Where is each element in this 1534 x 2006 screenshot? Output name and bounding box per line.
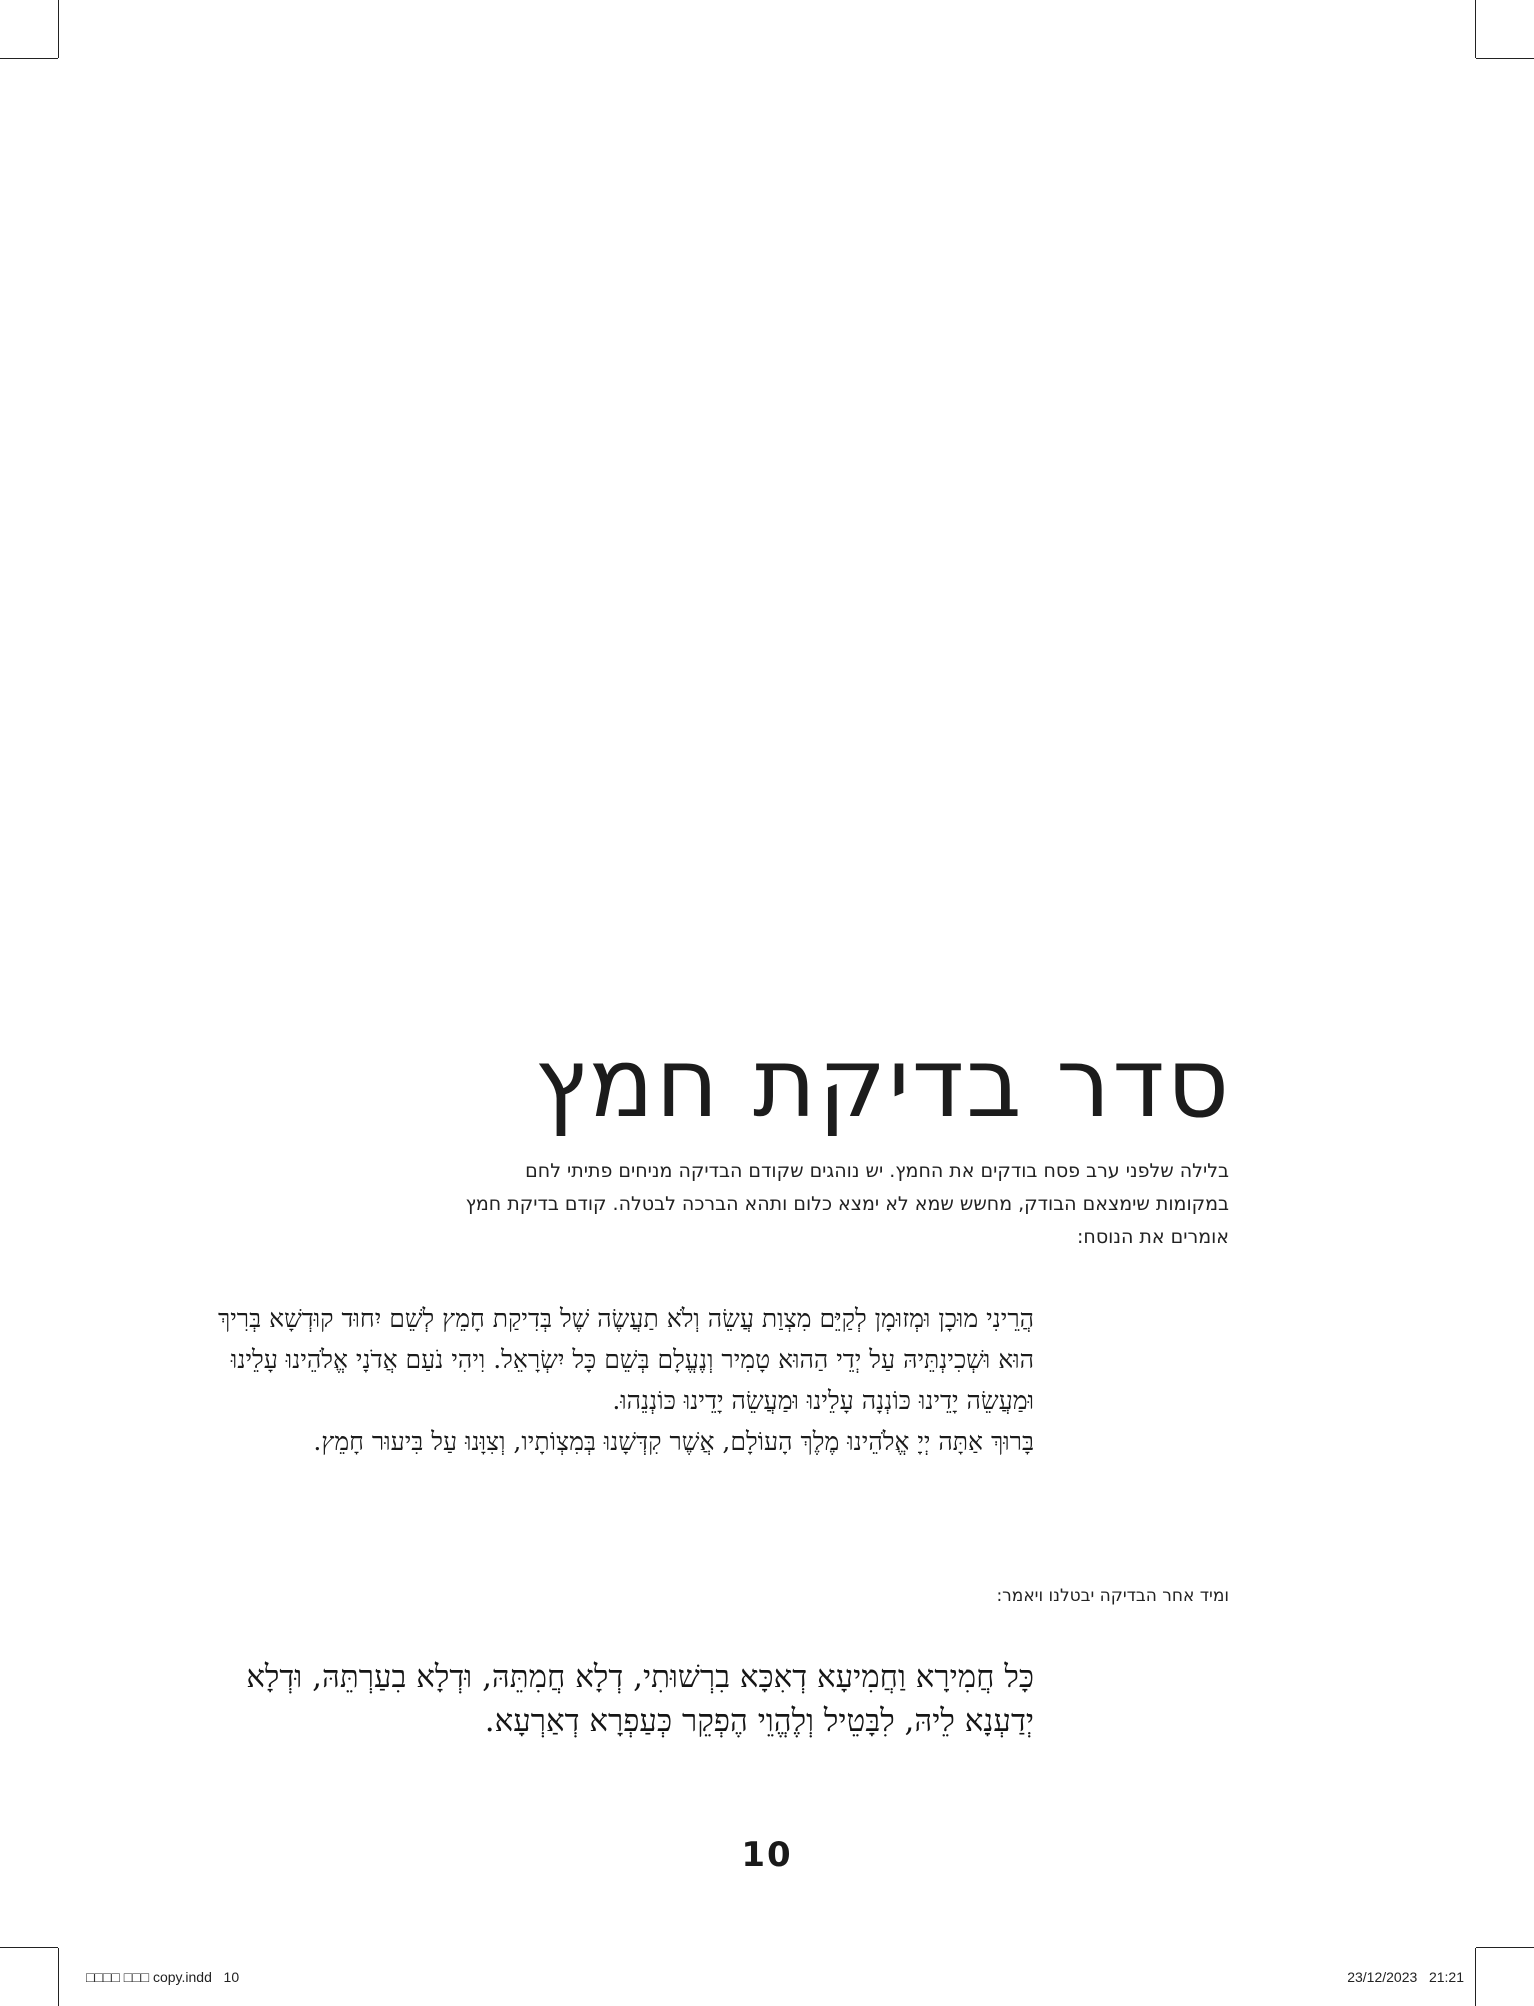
intro-paragraph: בלילה שלפני ערב פסח בודקים את החמץ. יש נוהגים שקודם הבדיקה מניחים פתיתי לחם במקומות שימצאם הבודק, מחשש שמא לא ימצא כלום ותהא הברכה לבטלה. קודם בדיקת חמץ אומרים את הנוסח: (465, 1160, 1229, 1248)
page-number: 10 (741, 1835, 793, 1875)
crop-mark-top-right-vertical (1475, 0, 1476, 58)
crop-mark-bottom-right-vertical (1475, 1948, 1476, 2006)
prayer-declaration: הֲרֵינִי מוּכָן וּמְזוּמָן לְקַיֵּם מִצְוַת עֲשֵׂה וְלֹא תַעֲשֶׂה שֶׁל בְּדִיקַת חָמֵץ לְשֵׁם יִחוּד קוּדְשָׁא בְּרִיךְ הוּא וּשְׁכִינְתֵּיהּ עַל יְדֵי הַהוּא טָמִיר וְנֶעֱלָם בְּשֵׁם כָּל יִשְׂרָאֵל. וִיהִי נֹעַם אֲדֹנָי אֱלֹהֵינוּ עָלֵינוּ וּמַעֲשֵׂה יָדֵינוּ כּוֹנְנָה עָלֵינוּ וּמַעֲשֵׂה יָדֵינוּ כּוֹנְנֵהוּ. (217, 1304, 1034, 1415)
crop-mark-top-right-horizontal (1476, 58, 1534, 59)
bittul-declaration: כָּל חֲמִירָא וַחֲמִיעָא דְאִכָּא בִרְשׁוּתִי, דְלָא חֲמִתֵּהּ, וּדְלָא בִעַרְתֵּהּ, וּדְלָא יְדַעְנָא לֵיהּ, לִבָּטֵיל וְלֶהֱוֵי הֶפְקֵר כְּעַפְרָא דְאַרְעָא. (246, 1659, 1034, 1739)
crop-mark-top-left-vertical (58, 0, 59, 58)
crop-mark-top-left-horizontal (0, 58, 58, 59)
crop-mark-bottom-left-vertical (58, 1948, 59, 2006)
crop-mark-bottom-left-horizontal (0, 1947, 58, 1948)
slug-date: 23/12/2023 (1347, 1969, 1418, 1985)
page-title: סדר בדיקת חמץ (534, 1027, 1231, 1139)
prayer-block (204, 1298, 1034, 1462)
bittul-instruction: ומיד אחר הבדיקה יבטלנו ויאמר: (996, 1586, 1229, 1606)
slug-time: 21:21 (1428, 1969, 1464, 1985)
slug-timestamp (1347, 1968, 1464, 1986)
slug-file-info: □□□□ □□□ copy.indd 10 (86, 1969, 240, 1985)
prayer-blessing: בָּרוּךְ אַתָּה יְיָ אֱלֹהֵינוּ מֶלֶךְ הָעוֹלָם, אֲשֶׁר קִדְּשָׁנוּ בְּמִצְוֹתָיו, וְצִוָּנוּ עַל בִּיעוּר חָמֵץ. (313, 1427, 1034, 1456)
crop-mark-bottom-right-horizontal (1476, 1947, 1534, 1948)
